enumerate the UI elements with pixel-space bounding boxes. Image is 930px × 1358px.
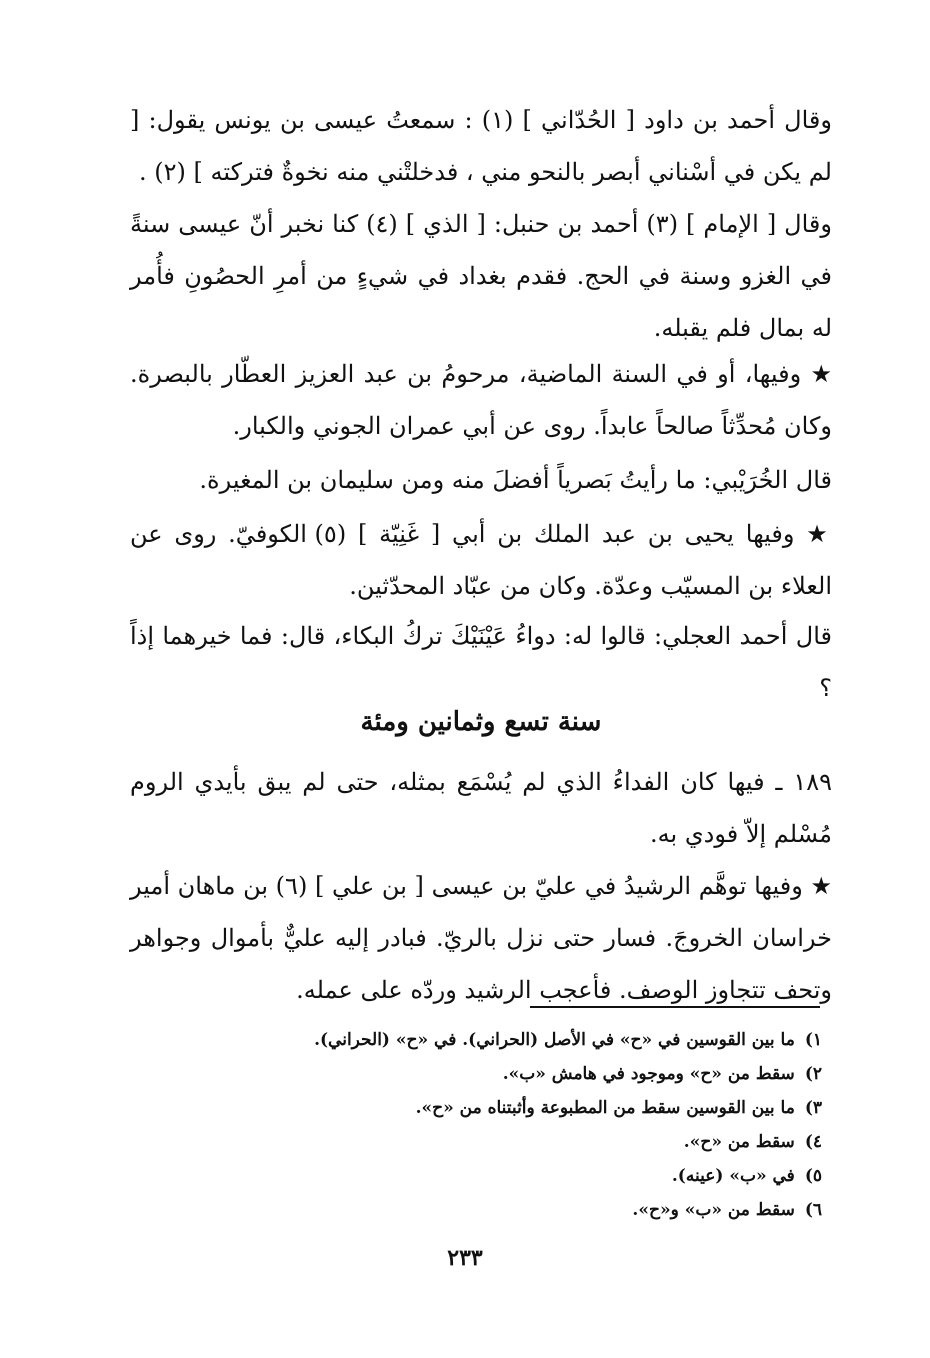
- footnote-number: ٢): [804, 1064, 822, 1084]
- footnote-number: ٣): [804, 1098, 822, 1118]
- paragraph-al-rashid: ★ وفيها توهَّم الرشيدُ في عليّ بن عيسى [ بن علي ] (٦) بن ماهان أمير خراسان الخروجَ. فسار حتى نزل بالريّ. فبادر إليه عليٌّ بأموال وجواهر وتحف تتجاوز الوصف. فأعجب الرشيد وردّه على عمله.: [130, 872, 832, 1004]
- page-number: ٢٣٣: [447, 1245, 483, 1271]
- footnote-divider: [530, 1006, 820, 1008]
- footnote-item: [300, 1159, 822, 1193]
- footnote-text: سقط من «ح» وموجود في هامش «ب».: [502, 1064, 795, 1084]
- footnote-number: ٥): [804, 1166, 822, 1186]
- footnote-item: [300, 1057, 822, 1091]
- footnote-text: سقط من «ب» و«ح».: [632, 1200, 795, 1220]
- footnotes-list: [300, 1023, 822, 1227]
- footnote-number: ٦): [804, 1200, 822, 1220]
- footnote-text: ما بين القوسين سقط من المطبوعة وأثبتناه من «ح».: [415, 1098, 795, 1118]
- footnote-number: ١): [804, 1030, 822, 1050]
- footnote-item: [300, 1091, 822, 1125]
- paragraph-ahmad-ibn-dawud: وقال أحمد بن داود [ الحُدّاني ] (١) : سمعتُ عيسى بن يونس يقول: [ لم يكن في أسْناني أبصر بالنحو مني ، فدخلتْني منه نخوةٌ فتركته ] (٢) .: [130, 106, 832, 186]
- paragraph-al-khuraybi: قال الخُرَيْبي: ما رأيتُ بَصرياً أفضلَ منه ومن سليمان بن المغيرة.: [199, 466, 832, 494]
- footnote-text: سقط من «ح».: [683, 1132, 795, 1152]
- footnote-item: [300, 1125, 822, 1159]
- paragraph-ahmad-ibn-hanbal: وقال [ الإمام ] (٣) أحمد بن حنبل: [ الذي ] (٤) كنا نخبر أنّ عيسى سنةً في الغزو وسنة في الحج. فقدم بغداد في شيءٍ من أمرِ الحصُونِ فأُمر له بمال فلم يقبله.: [130, 210, 832, 342]
- paragraph-year-189: ١٨٩ ـ فيها كان الفداءُ الذي لم يُسْمَع بمثله، حتى لم يبق بأيدي الروم مُسْلم إلاّ فودي به.: [130, 768, 832, 848]
- paragraph-marhum-al-attar: ★ وفيها، أو في السنة الماضية، مرحومُ بن عبد العزيز العطّار بالبصرة. وكان مُحدِّثاً صالحاً عابداً. روى عن أبي عمران الجوني والكبار.: [130, 360, 832, 440]
- section-heading: سنة تسع وثمانين ومئة: [360, 707, 602, 737]
- paragraph-yahya-ibn-abd-al-malik: ★ وفيها يحيى بن عبد الملك بن أبي [ غَنِيّة ] (٥) الكوفيّ. روى عن العلاء بن المسيّب وعدّة. وكان من عبّاد المحدّثين.: [130, 520, 832, 600]
- paragraph-ahmad-al-ijli: قال أحمد العجلي: قالوا له: دواءُ عَيْنَيْكَ تركُ البكاء، قال: فما خيرهما إذاً ؟: [130, 622, 832, 702]
- footnote-number: ٤): [804, 1132, 822, 1152]
- footnote-item: [300, 1023, 822, 1057]
- footnote-text: ما بين القوسين في «ح» في الأصل (الحراني). في «ح» (الحراني).: [314, 1030, 795, 1050]
- footnote-item: [300, 1193, 822, 1227]
- footnote-text: في «ب» (عينه).: [671, 1166, 795, 1186]
